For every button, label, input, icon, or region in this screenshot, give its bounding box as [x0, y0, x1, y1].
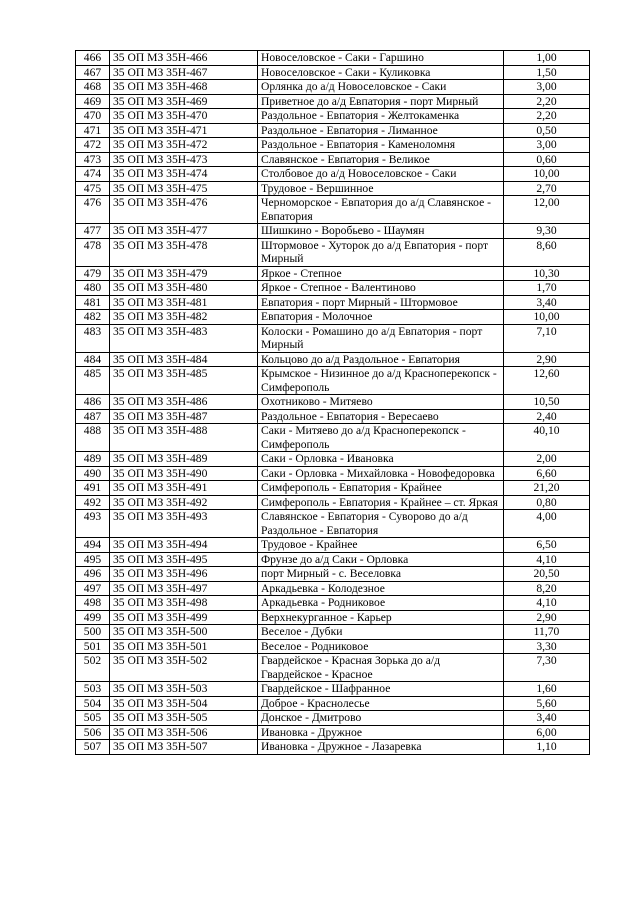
road-name-cell: Верхнекурганное - Карьер: [258, 610, 504, 625]
row-number-cell: 506: [76, 725, 110, 740]
road-name-cell: Симферополь - Евпатория - Крайнее – ст. Яркая: [258, 495, 504, 510]
table-row: [76, 167, 590, 182]
road-code-cell: 35 ОП МЗ 35Н-490: [110, 466, 258, 481]
road-length-cell: 1,50: [504, 65, 590, 80]
table-row: [76, 567, 590, 582]
row-number-cell: 489: [76, 452, 110, 467]
row-number-cell: 475: [76, 181, 110, 196]
road-name-cell: Донское - Дмитрово: [258, 711, 504, 726]
row-number-cell: 501: [76, 639, 110, 654]
road-name-cell: Фрунзе до а/д Саки - Орловка: [258, 552, 504, 567]
road-name-cell: Орлянка до а/д Новоселовское - Саки: [258, 80, 504, 95]
row-number-cell: 497: [76, 581, 110, 596]
table-row: [76, 80, 590, 95]
road-name-cell: Трудовое - Крайнее: [258, 538, 504, 553]
road-code-cell: 35 ОП МЗ 35Н-501: [110, 639, 258, 654]
row-number-cell: 485: [76, 367, 110, 395]
road-length-cell: 2,40: [504, 409, 590, 424]
row-number-cell: 493: [76, 510, 110, 538]
road-code-cell: 35 ОП МЗ 35Н-484: [110, 352, 258, 367]
road-code-cell: 35 ОП МЗ 35Н-505: [110, 711, 258, 726]
table-row: [76, 725, 590, 740]
road-length-cell: 9,30: [504, 224, 590, 239]
road-length-cell: 1,70: [504, 281, 590, 296]
road-code-cell: 35 ОП МЗ 35Н-474: [110, 167, 258, 182]
table-row: [76, 625, 590, 640]
road-length-cell: 1,10: [504, 740, 590, 755]
table-row: [76, 196, 590, 224]
row-number-cell: 478: [76, 238, 110, 266]
road-name-cell: Новоселовское - Саки - Гаршино: [258, 51, 504, 66]
road-name-cell: Охотниково - Митяево: [258, 395, 504, 410]
road-name-cell: Черноморское - Евпатория до а/д Славянское - Евпатория: [258, 196, 504, 224]
table-row: [76, 654, 590, 682]
table-row: [76, 224, 590, 239]
row-number-cell: 504: [76, 696, 110, 711]
row-number-cell: 466: [76, 51, 110, 66]
row-number-cell: 481: [76, 295, 110, 310]
road-length-cell: 2,20: [504, 109, 590, 124]
road-code-cell: 35 ОП МЗ 35Н-491: [110, 481, 258, 496]
road-name-cell: Доброе - Краснолесье: [258, 696, 504, 711]
table-row: [76, 395, 590, 410]
road-length-cell: 10,50: [504, 395, 590, 410]
table-row: [76, 682, 590, 697]
road-name-cell: Ивановка - Дружное: [258, 725, 504, 740]
row-number-cell: 502: [76, 654, 110, 682]
row-number-cell: 490: [76, 466, 110, 481]
road-code-cell: 35 ОП МЗ 35Н-506: [110, 725, 258, 740]
table-row: [76, 452, 590, 467]
road-length-cell: 4,00: [504, 510, 590, 538]
road-length-cell: 3,30: [504, 639, 590, 654]
roads-table-body: [76, 51, 590, 755]
road-code-cell: 35 ОП МЗ 35Н-475: [110, 181, 258, 196]
row-number-cell: 488: [76, 424, 110, 452]
row-number-cell: 474: [76, 167, 110, 182]
table-row: [76, 495, 590, 510]
road-name-cell: Саки - Орловка - Михайловка - Новофедоровка: [258, 466, 504, 481]
road-length-cell: 7,10: [504, 324, 590, 352]
road-length-cell: 4,10: [504, 552, 590, 567]
row-number-cell: 484: [76, 352, 110, 367]
road-length-cell: 10,00: [504, 310, 590, 325]
row-number-cell: 503: [76, 682, 110, 697]
road-name-cell: Раздольное - Евпатория - Желтокаменка: [258, 109, 504, 124]
table-row: [76, 181, 590, 196]
road-code-cell: 35 ОП МЗ 35Н-495: [110, 552, 258, 567]
row-number-cell: 498: [76, 596, 110, 611]
road-length-cell: 2,70: [504, 181, 590, 196]
road-code-cell: 35 ОП МЗ 35Н-499: [110, 610, 258, 625]
road-code-cell: 35 ОП МЗ 35Н-481: [110, 295, 258, 310]
road-length-cell: 3,40: [504, 295, 590, 310]
road-name-cell: Гвардейское - Шафранное: [258, 682, 504, 697]
road-name-cell: Аркадьевка - Родниковое: [258, 596, 504, 611]
table-row: [76, 266, 590, 281]
road-name-cell: Саки - Орловка - Ивановка: [258, 452, 504, 467]
road-code-cell: 35 ОП МЗ 35Н-480: [110, 281, 258, 296]
road-name-cell: Шишкино - Воробьево - Шаумян: [258, 224, 504, 239]
row-number-cell: 473: [76, 152, 110, 167]
road-name-cell: Кольцово до а/д Раздольное - Евпатория: [258, 352, 504, 367]
road-code-cell: 35 ОП МЗ 35Н-472: [110, 138, 258, 153]
road-length-cell: 6,50: [504, 538, 590, 553]
road-length-cell: 0,60: [504, 152, 590, 167]
table-row: [76, 352, 590, 367]
road-code-cell: 35 ОП МЗ 35Н-500: [110, 625, 258, 640]
road-length-cell: 21,20: [504, 481, 590, 496]
table-row: [76, 481, 590, 496]
road-code-cell: 35 ОП МЗ 35Н-471: [110, 123, 258, 138]
road-length-cell: 7,30: [504, 654, 590, 682]
road-name-cell: Евпатория - Молочное: [258, 310, 504, 325]
road-code-cell: 35 ОП МЗ 35Н-507: [110, 740, 258, 755]
row-number-cell: 471: [76, 123, 110, 138]
road-length-cell: 8,60: [504, 238, 590, 266]
road-length-cell: 3,40: [504, 711, 590, 726]
road-code-cell: 35 ОП МЗ 35Н-469: [110, 94, 258, 109]
road-length-cell: 2,90: [504, 610, 590, 625]
road-length-cell: 12,60: [504, 367, 590, 395]
table-row: [76, 639, 590, 654]
road-length-cell: 8,20: [504, 581, 590, 596]
road-length-cell: 6,60: [504, 466, 590, 481]
table-row: [76, 367, 590, 395]
row-number-cell: 507: [76, 740, 110, 755]
road-name-cell: Яркое - Степное: [258, 266, 504, 281]
road-code-cell: 35 ОП МЗ 35Н-485: [110, 367, 258, 395]
road-name-cell: Веселое - Дубки: [258, 625, 504, 640]
row-number-cell: 470: [76, 109, 110, 124]
road-name-cell: Столбовое до а/д Новоселовское - Саки: [258, 167, 504, 182]
table-row: [76, 109, 590, 124]
row-number-cell: 496: [76, 567, 110, 582]
row-number-cell: 467: [76, 65, 110, 80]
road-name-cell: порт Мирный - с. Веселовка: [258, 567, 504, 582]
road-code-cell: 35 ОП МЗ 35Н-483: [110, 324, 258, 352]
table-row: [76, 538, 590, 553]
table-row: [76, 238, 590, 266]
table-row: [76, 610, 590, 625]
road-length-cell: 3,00: [504, 138, 590, 153]
table-row: [76, 281, 590, 296]
road-name-cell: Раздольное - Евпатория - Вересаево: [258, 409, 504, 424]
roads-table: [75, 50, 590, 755]
table-row: [76, 711, 590, 726]
road-name-cell: Евпатория - порт Мирный - Штормовое: [258, 295, 504, 310]
table-row: [76, 409, 590, 424]
road-length-cell: 12,00: [504, 196, 590, 224]
road-code-cell: 35 ОП МЗ 35Н-489: [110, 452, 258, 467]
road-name-cell: Штормовое - Хуторок до а/д Евпатория - порт Мирный: [258, 238, 504, 266]
road-code-cell: 35 ОП МЗ 35Н-487: [110, 409, 258, 424]
row-number-cell: 483: [76, 324, 110, 352]
table-row: [76, 94, 590, 109]
road-name-cell: Приветное до а/д Евпатория - порт Мирный: [258, 94, 504, 109]
road-code-cell: 35 ОП МЗ 35Н-504: [110, 696, 258, 711]
table-row: [76, 295, 590, 310]
row-number-cell: 495: [76, 552, 110, 567]
road-name-cell: Раздольное - Евпатория - Лиманное: [258, 123, 504, 138]
road-name-cell: Саки - Митяево до а/д Красноперекопск - Симферополь: [258, 424, 504, 452]
table-row: [76, 324, 590, 352]
table-row: [76, 466, 590, 481]
row-number-cell: 479: [76, 266, 110, 281]
road-code-cell: 35 ОП МЗ 35Н-476: [110, 196, 258, 224]
road-code-cell: 35 ОП МЗ 35Н-470: [110, 109, 258, 124]
row-number-cell: 472: [76, 138, 110, 153]
row-number-cell: 499: [76, 610, 110, 625]
road-name-cell: Крымское - Низинное до а/д Красноперекопск - Симферополь: [258, 367, 504, 395]
table-row: [76, 51, 590, 66]
row-number-cell: 482: [76, 310, 110, 325]
road-code-cell: 35 ОП МЗ 35Н-482: [110, 310, 258, 325]
road-code-cell: 35 ОП МЗ 35Н-479: [110, 266, 258, 281]
road-name-cell: Гвардейское - Красная Зорька до а/д Гвардейское - Красное: [258, 654, 504, 682]
road-code-cell: 35 ОП МЗ 35Н-502: [110, 654, 258, 682]
road-code-cell: 35 ОП МЗ 35Н-496: [110, 567, 258, 582]
road-name-cell: Аркадьевка - Колодезное: [258, 581, 504, 596]
road-name-cell: Ивановка - Дружное - Лазаревка: [258, 740, 504, 755]
row-number-cell: 477: [76, 224, 110, 239]
road-code-cell: 35 ОП МЗ 35Н-498: [110, 596, 258, 611]
row-number-cell: 487: [76, 409, 110, 424]
row-number-cell: 492: [76, 495, 110, 510]
road-name-cell: Симферополь - Евпатория - Крайнее: [258, 481, 504, 496]
row-number-cell: 468: [76, 80, 110, 95]
road-code-cell: 35 ОП МЗ 35Н-468: [110, 80, 258, 95]
table-row: [76, 152, 590, 167]
table-row: [76, 552, 590, 567]
road-code-cell: 35 ОП МЗ 35Н-467: [110, 65, 258, 80]
road-code-cell: 35 ОП МЗ 35Н-497: [110, 581, 258, 596]
road-length-cell: 6,00: [504, 725, 590, 740]
row-number-cell: 476: [76, 196, 110, 224]
row-number-cell: 494: [76, 538, 110, 553]
table-row: [76, 138, 590, 153]
road-length-cell: 1,60: [504, 682, 590, 697]
table-row: [76, 310, 590, 325]
road-length-cell: 11,70: [504, 625, 590, 640]
road-code-cell: 35 ОП МЗ 35Н-503: [110, 682, 258, 697]
road-length-cell: 4,10: [504, 596, 590, 611]
road-code-cell: 35 ОП МЗ 35Н-477: [110, 224, 258, 239]
road-length-cell: 2,00: [504, 452, 590, 467]
road-name-cell: Яркое - Степное - Валентиново: [258, 281, 504, 296]
road-code-cell: 35 ОП МЗ 35Н-494: [110, 538, 258, 553]
road-length-cell: 1,00: [504, 51, 590, 66]
road-code-cell: 35 ОП МЗ 35Н-478: [110, 238, 258, 266]
road-name-cell: Раздольное - Евпатория - Каменоломня: [258, 138, 504, 153]
row-number-cell: 500: [76, 625, 110, 640]
road-name-cell: Славянское - Евпатория - Суворово до а/д Раздольное - Евпатория: [258, 510, 504, 538]
road-length-cell: 20,50: [504, 567, 590, 582]
road-length-cell: 2,90: [504, 352, 590, 367]
table-row: [76, 424, 590, 452]
road-name-cell: Трудовое - Вершинное: [258, 181, 504, 196]
table-row: [76, 510, 590, 538]
table-row: [76, 696, 590, 711]
table-row: [76, 581, 590, 596]
road-length-cell: 2,20: [504, 94, 590, 109]
road-length-cell: 5,60: [504, 696, 590, 711]
road-length-cell: 40,10: [504, 424, 590, 452]
row-number-cell: 480: [76, 281, 110, 296]
road-code-cell: 35 ОП МЗ 35Н-466: [110, 51, 258, 66]
road-code-cell: 35 ОП МЗ 35Н-486: [110, 395, 258, 410]
road-length-cell: 0,50: [504, 123, 590, 138]
row-number-cell: 486: [76, 395, 110, 410]
row-number-cell: 491: [76, 481, 110, 496]
road-name-cell: Славянское - Евпатория - Великое: [258, 152, 504, 167]
row-number-cell: 505: [76, 711, 110, 726]
row-number-cell: 469: [76, 94, 110, 109]
road-code-cell: 35 ОП МЗ 35Н-493: [110, 510, 258, 538]
table-row: [76, 740, 590, 755]
table-row: [76, 596, 590, 611]
table-row: [76, 123, 590, 138]
road-code-cell: 35 ОП МЗ 35Н-488: [110, 424, 258, 452]
table-row: [76, 65, 590, 80]
road-name-cell: Колоски - Ромашино до а/д Евпатория - порт Мирный: [258, 324, 504, 352]
road-length-cell: 0,80: [504, 495, 590, 510]
road-code-cell: 35 ОП МЗ 35Н-492: [110, 495, 258, 510]
road-code-cell: 35 ОП МЗ 35Н-473: [110, 152, 258, 167]
road-name-cell: Веселое - Родниковое: [258, 639, 504, 654]
road-length-cell: 3,00: [504, 80, 590, 95]
road-length-cell: 10,00: [504, 167, 590, 182]
road-name-cell: Новоселовское - Саки - Куликовка: [258, 65, 504, 80]
road-length-cell: 10,30: [504, 266, 590, 281]
